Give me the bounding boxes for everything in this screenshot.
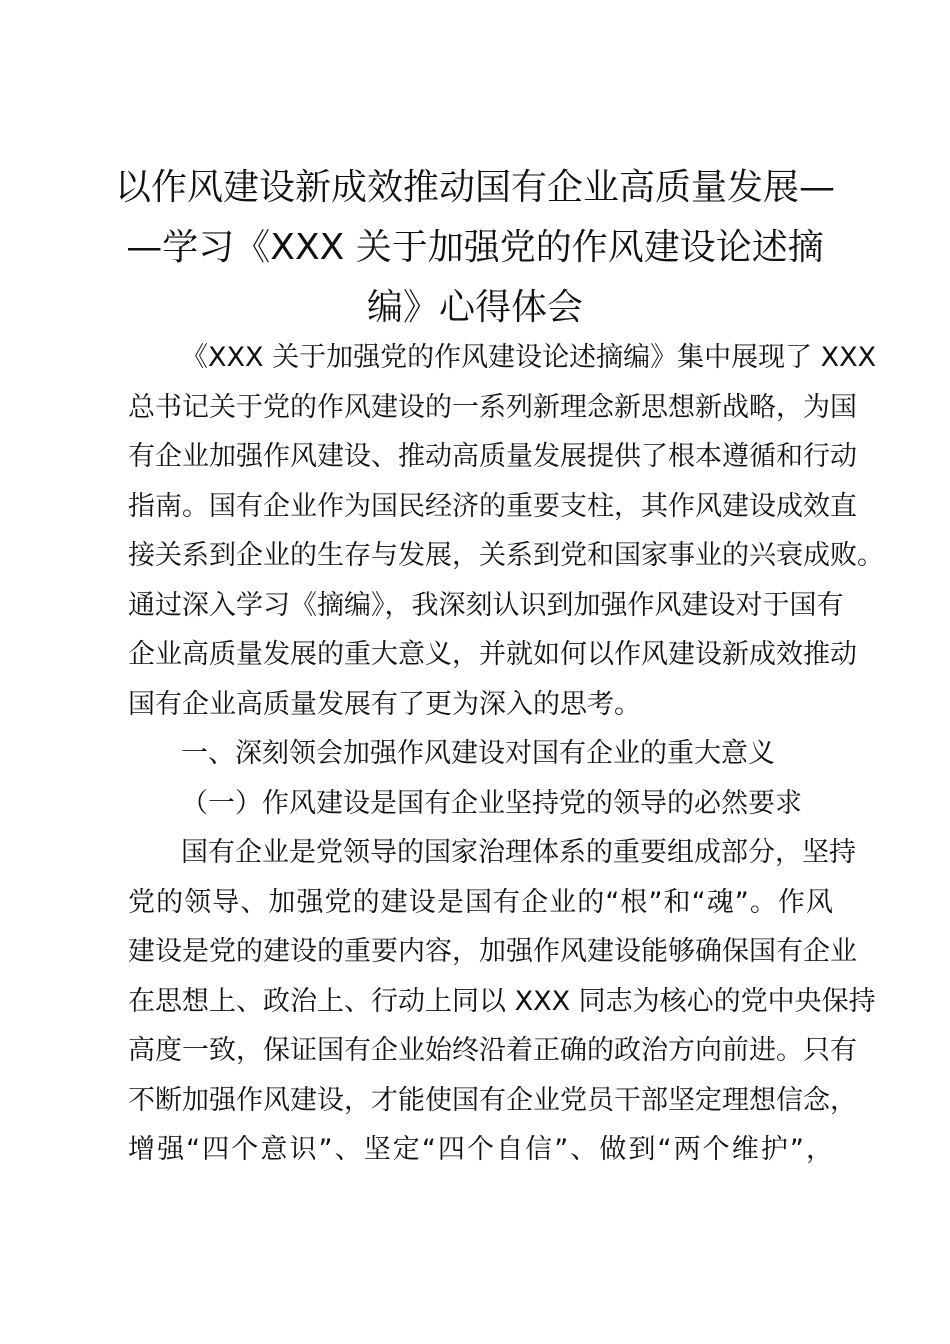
- body-line-8: 国有企业高质量发展有了更为深入的思考。: [128, 688, 641, 720]
- body-line-11: 国有企业是党领导的国家治理体系的重要组成部分，坚持: [181, 837, 856, 868]
- title-line-3: 编》心得体会: [366, 287, 583, 328]
- title-line-1: 以作风建设新成效推动国有企业高质量发展—: [114, 167, 835, 208]
- body-line-4: 指南。国有企业作为国民经济的重要支柱，其作风建设成效直: [128, 490, 857, 522]
- body-line-15: 高度一致，保证国有企业始终沿着正确的政治方向前进。只有: [128, 1035, 857, 1066]
- section-heading-1: 一、深刻领会加强作风建设对国有企业的重大意义: [181, 738, 775, 769]
- body-line-6: 通过深入学习《摘编》，我深刻认识到加强作风建设对于国有: [128, 589, 844, 621]
- body-line-12: 党的领导、加强党的建设是国有企业的“根”和“魂”。作风: [128, 886, 833, 918]
- body-line-1: 《XXX 关于加强党的作风建设论述摘编》集中展现了 XXX: [181, 342, 877, 373]
- body-line-2: 总书记关于党的作风建设的一系列新理念新思想新战略，为国: [128, 391, 857, 423]
- subsection-heading-1: （一）作风建设是国有企业坚持党的领导的必然要求: [181, 787, 802, 819]
- body-line-16: 不断加强作风建设，才能使国有企业党员干部坚定理想信念，: [128, 1084, 857, 1116]
- body-line-7: 企业高质量发展的重大意义，并就如何以作风建设新成效推动: [128, 639, 857, 670]
- body-line-17: 增强“四个意识”、坚定“四个自信”、做到“两个维护”，: [128, 1134, 833, 1165]
- document-title: [110, 158, 840, 338]
- document-body: [128, 333, 884, 1175]
- title-line-2: —学习《XXX 关于加强党的作风建设论述摘: [126, 227, 824, 268]
- body-line-5: 接关系到企业的生存与发展，关系到党和国家事业的兴衰成败。: [128, 540, 884, 571]
- body-line-3: 有企业加强作风建设、推动高质量发展提供了根本遵循和行动: [128, 441, 857, 472]
- body-line-13: 建设是党的建设的重要内容，加强作风建设能够确保国有企业: [128, 936, 857, 967]
- body-line-14: 在思想上、政治上、行动上同以 XXX 同志为核心的党中央保持: [128, 985, 876, 1017]
